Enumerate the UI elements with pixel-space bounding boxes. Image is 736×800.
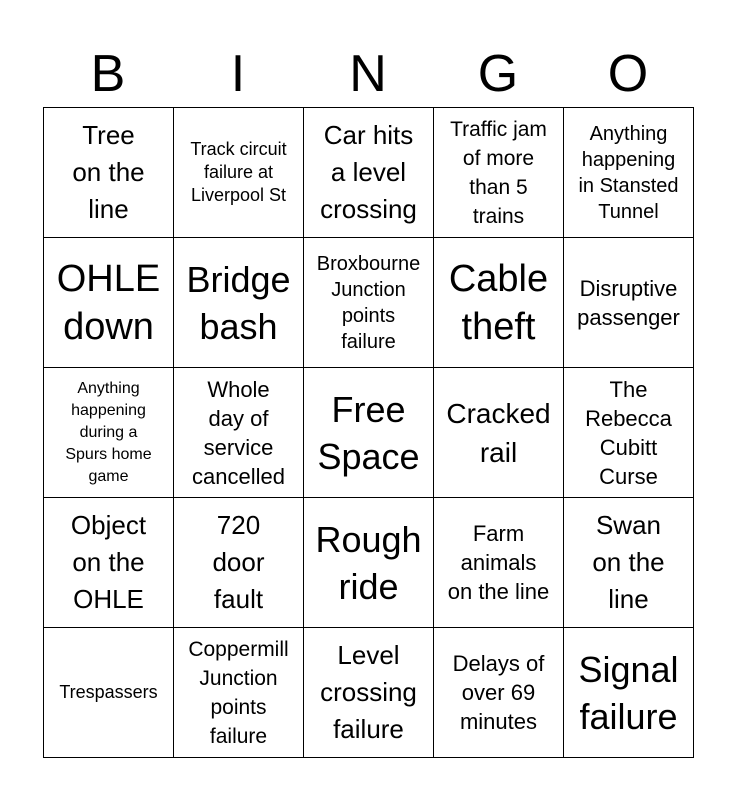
bingo-cell[interactable] (174, 498, 304, 628)
cell-label: 720 door fault (212, 510, 265, 614)
bingo-cell[interactable] (434, 628, 564, 758)
cell-label: Signal failure (578, 648, 679, 737)
cell-label: Traffic jam of more than 5 trains (450, 117, 547, 228)
bingo-cell[interactable] (564, 108, 694, 238)
bingo-cell[interactable] (304, 108, 434, 238)
cell-label: Anything happening during a Spurs home game (65, 379, 152, 485)
cell-label: Farm animals on the line (447, 521, 550, 604)
bingo-cell[interactable] (434, 368, 564, 498)
cell-label: Bridge bash (186, 258, 291, 347)
board-row (44, 108, 694, 238)
cell-label: Anything happening in Stansted Tunnel (578, 122, 679, 223)
bingo-cell[interactable] (564, 498, 694, 628)
bingo-cell[interactable] (44, 238, 174, 368)
board-row (44, 628, 694, 758)
bingo-cell[interactable] (434, 498, 564, 628)
bingo-cell[interactable] (434, 238, 564, 368)
cell-label: Swan on the line (592, 510, 665, 614)
cell-label: Coppermill Junction points failure (188, 637, 289, 748)
bingo-cell[interactable] (44, 108, 174, 238)
cell-label: Free Space (317, 388, 420, 477)
cell-label: Cracked rail (446, 397, 551, 468)
cell-label: The Rebecca Cubitt Curse (585, 376, 672, 489)
cell-label: Level crossing failure (320, 640, 417, 744)
board-row (44, 238, 694, 368)
header-letter-g: G (477, 45, 519, 103)
board-row (44, 498, 694, 628)
bingo-cell[interactable] (174, 628, 304, 758)
cell-label: OHLE down (56, 257, 161, 348)
cell-label: Object on the OHLE (70, 510, 147, 614)
bingo-cell[interactable] (174, 108, 304, 238)
bingo-cell[interactable] (304, 238, 434, 368)
bingo-cell[interactable] (564, 238, 694, 368)
header-letter-n: N (349, 45, 387, 103)
cell-label: Track circuit failure at Liverpool St (190, 139, 287, 205)
cell-label: Disruptive passenger (577, 275, 680, 330)
bingo-header (43, 40, 693, 108)
board-row (44, 368, 694, 498)
bingo-cell[interactable] (304, 628, 434, 758)
bingo-cell[interactable] (44, 368, 174, 498)
header-letter-b: B (90, 45, 126, 103)
bingo-cell[interactable] (564, 628, 694, 758)
cell-label: Broxbourne Junction points failure (316, 252, 421, 353)
bingo-cell[interactable] (44, 498, 174, 628)
cell-label: Whole day of service cancelled (192, 376, 285, 489)
bingo-cell[interactable] (44, 628, 174, 758)
cell-label: Cable theft (448, 257, 549, 348)
bingo-cell[interactable] (564, 368, 694, 498)
cell-label: Tree on the line (72, 120, 145, 224)
bingo-cell[interactable] (304, 498, 434, 628)
cell-label: Rough ride (315, 518, 422, 607)
header-letter-o: O (607, 45, 649, 103)
cell-label: Delays of over 69 minutes (452, 651, 545, 734)
header-letter-i: I (230, 45, 246, 103)
cell-label: Trespassers (59, 682, 158, 702)
bingo-board (43, 107, 694, 758)
bingo-cell[interactable] (434, 108, 564, 238)
cell-label: Car hits a level crossing (320, 120, 417, 224)
free-space-cell[interactable] (304, 368, 434, 498)
bingo-cell[interactable] (174, 368, 304, 498)
bingo-cell[interactable] (174, 238, 304, 368)
